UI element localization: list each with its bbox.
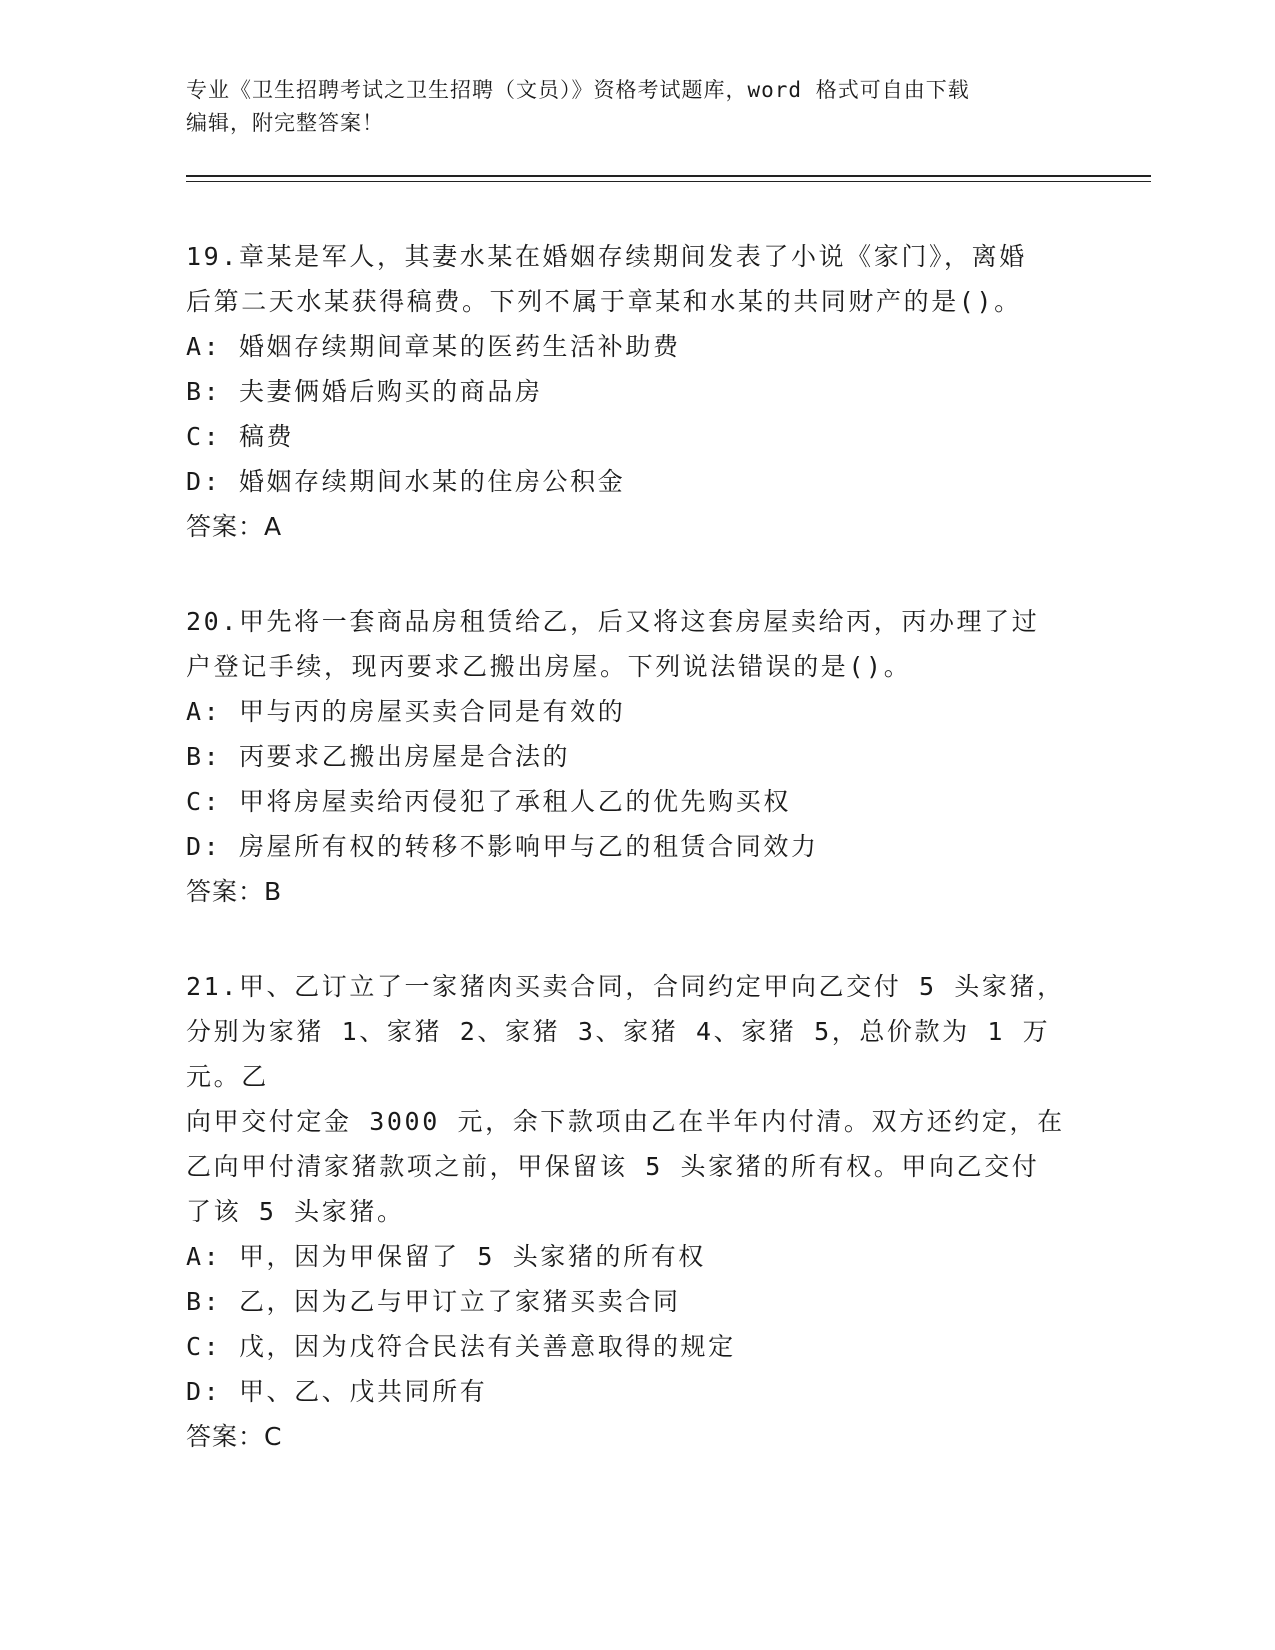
document-header — [186, 74, 1086, 140]
question-stem-line: 20.甲先将一套商品房租赁给乙，后又将这套房屋卖给丙，丙办理了过 — [186, 607, 1040, 636]
answer-line: 答案：A — [186, 512, 283, 541]
option-b: B: 丙要求乙搬出房屋是合法的 — [186, 742, 571, 771]
question-stem-line: 21.甲、乙订立了一家猪肉买卖合同，合同约定甲向乙交付 5 头家猪， — [186, 972, 1065, 1001]
question-stem-line: 后第二天水某获得稿费。下列不属于章某和水某的共同财产的是()。 — [186, 287, 1022, 316]
option-c: C: 甲将房屋卖给丙侵犯了承租人乙的优先购买权 — [186, 787, 791, 816]
question-stem-line: 向甲交付定金 3000 元，余下款项由乙在半年内付清。双方还约定，在 — [186, 1107, 1065, 1136]
option-a: A: 甲与丙的房屋买卖合同是有效的 — [186, 697, 626, 726]
header-divider-thin — [186, 181, 1151, 182]
question-stem-line: 分别为家猪 1、家猪 2、家猪 3、家猪 4、家猪 5，总价款为 1 万元。乙 — [186, 1017, 1051, 1091]
option-d: D: 婚姻存续期间水某的住房公积金 — [186, 467, 626, 496]
answer-line: 答案：B — [186, 877, 283, 906]
header-divider-thick — [186, 175, 1151, 177]
question-stem-line: 乙向甲付清家猪款项之前，甲保留该 5 头家猪的所有权。甲向乙交付 — [186, 1152, 1040, 1181]
question-21 — [186, 964, 1086, 1459]
header-line-1: 专业《卫生招聘考试之卫生招聘（文员）》资格考试题库，word 格式可自由下载 — [186, 78, 970, 102]
option-b: B: 夫妻俩婚后购买的商品房 — [186, 377, 543, 406]
question-stem-line: 19.章某是军人，其妻水某在婚姻存续期间发表了小说《家门》，离婚 — [186, 242, 1027, 271]
option-c: C: 稿费 — [186, 422, 295, 451]
question-20 — [186, 599, 1086, 914]
answer-line: 答案：C — [186, 1422, 283, 1451]
option-a: A: 婚姻存续期间章某的医药生活补助费 — [186, 332, 681, 361]
question-stem-line: 了该 5 头家猪。 — [186, 1197, 405, 1226]
option-d: D: 甲、乙、戊共同所有 — [186, 1377, 488, 1406]
question-19 — [186, 234, 1086, 549]
option-d: D: 房屋所有权的转移不影响甲与乙的租赁合同效力 — [186, 832, 819, 861]
option-b: B: 乙，因为乙与甲订立了家猪买卖合同 — [186, 1287, 681, 1316]
header-line-2: 编辑，附完整答案！ — [186, 111, 384, 135]
question-stem-line: 户登记手续，现丙要求乙搬出房屋。下列说法错误的是()。 — [186, 652, 912, 681]
option-c: C: 戊，因为戊符合民法有关善意取得的规定 — [186, 1332, 736, 1361]
option-a: A: 甲，因为甲保留了 5 头家猪的所有权 — [186, 1242, 706, 1271]
